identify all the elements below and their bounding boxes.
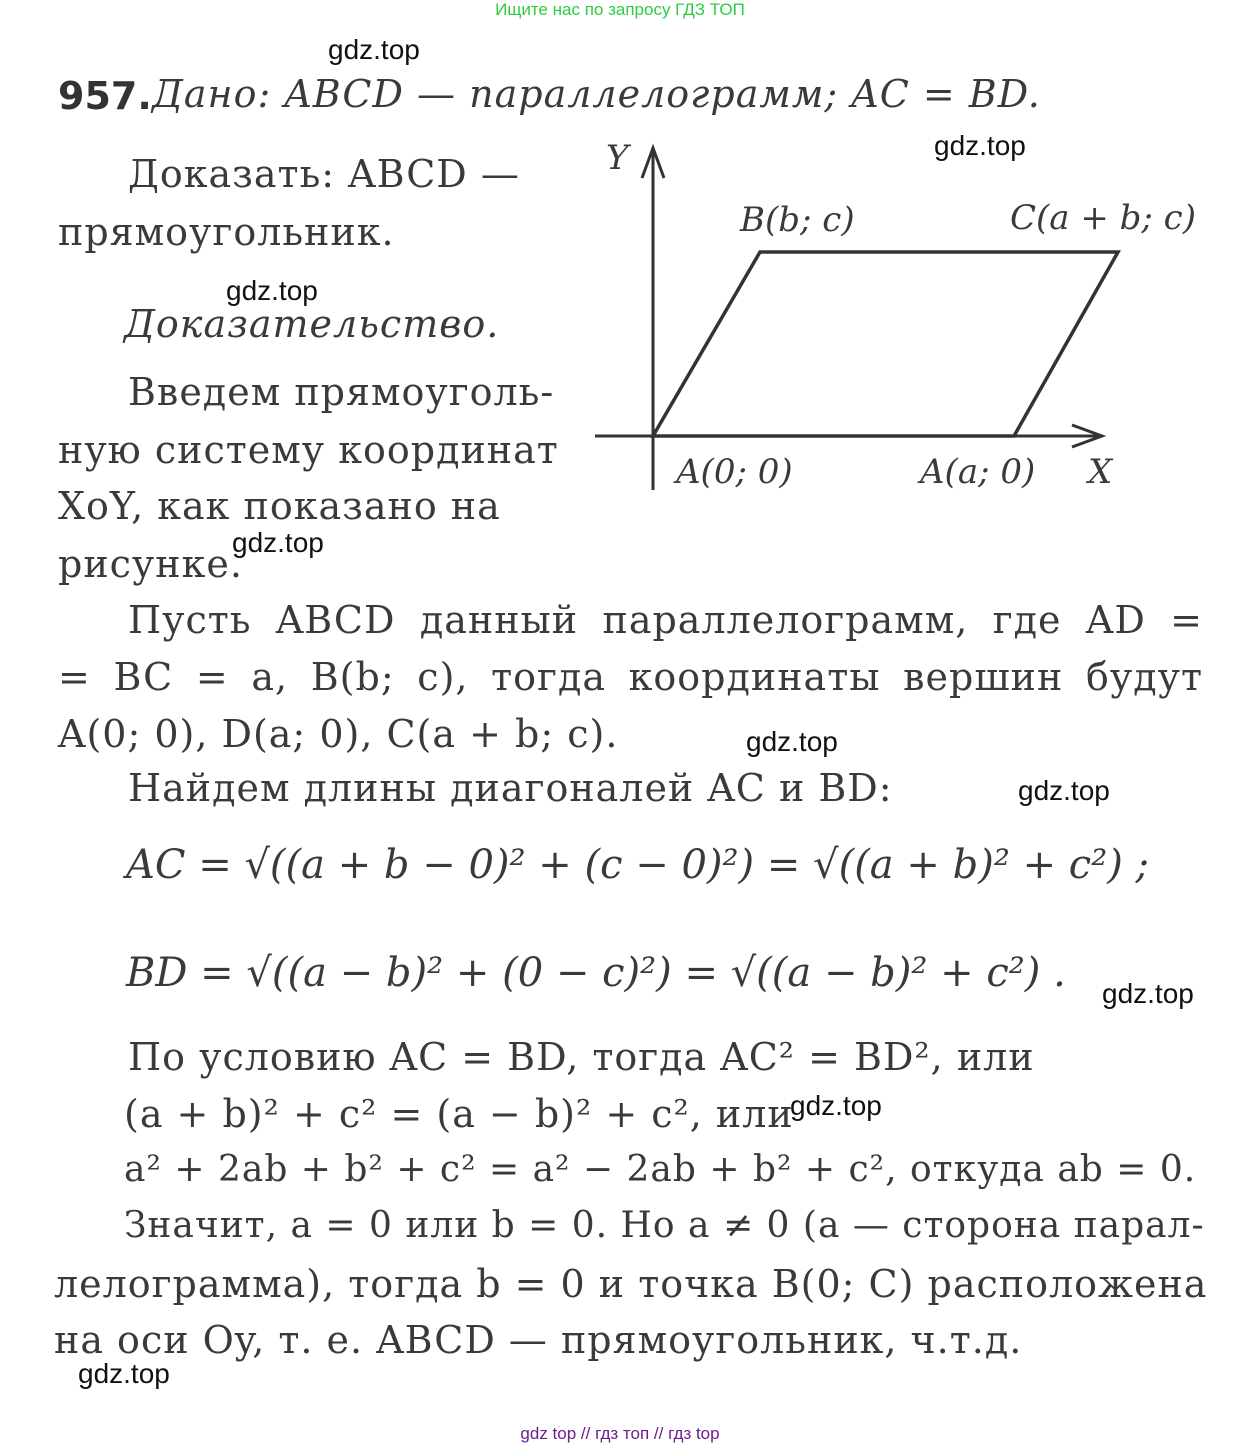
formula-ac: AC = √((a + b − 0)² + (c − 0)²) = √((a + b)² + c²) ; (126, 842, 1150, 888)
intro-line-4: рисунке. (58, 542, 243, 586)
watermark: gdz.top (78, 1358, 170, 1389)
vertex-a-label: A(0; 0) (676, 452, 793, 492)
intro-line-2: ную систему координат (58, 428, 559, 472)
vertex-b-label: B(b; c) (740, 200, 855, 240)
paragraph-2: Найдем длины диагоналей AC и BD: (128, 766, 893, 810)
vertex-c-label: C(a + b; c) (1010, 198, 1196, 238)
prove-line-1: Доказать: ABCD — (128, 152, 520, 196)
watermark: gdz.top (328, 34, 420, 65)
intro-line-3: XoY, как показано на (58, 484, 501, 528)
watermark: gdz.top (232, 527, 324, 558)
coordinate-figure (560, 130, 1220, 510)
paragraph-1-line-3: A(0; 0), D(a; 0), C(a + b; c). (58, 712, 619, 756)
problem-number: 957. (58, 74, 152, 118)
formula-bd: BD = √((a − b)² + (0 − c)²) = √((a − b)² + c²) . (126, 950, 1066, 996)
y-axis-label: Y (606, 138, 629, 178)
x-axis-label: X (1088, 452, 1113, 492)
watermark: gdz.top (746, 726, 838, 757)
paragraph-1-line-1: Пусть ABCD данный параллелограмм, где AD = (128, 598, 1203, 642)
intro-line-1: Введем прямоуголь- (128, 370, 555, 414)
watermark: gdz.top (1102, 978, 1194, 1009)
watermark: gdz.top (934, 130, 1026, 161)
paragraph-3-line-1: По условию AC = BD, тогда AC² = BD², или (128, 1035, 1035, 1079)
parallelogram (653, 252, 1118, 436)
vertex-d-label: A(a; 0) (920, 452, 1036, 492)
paragraph-4-line-2: лелограмма), тогда b = 0 и точка B(0; C) расположена (54, 1262, 1208, 1306)
paragraph-3-line-3: a² + 2ab + b² + c² = a² − 2ab + b² + c², откуда ab = 0. (124, 1149, 1197, 1190)
prove-line-2: прямоугольник. (58, 210, 395, 254)
paragraph-4-line-1: Значит, a = 0 или b = 0. Но a ≠ 0 (a — сторона парал- (124, 1205, 1205, 1246)
watermark: gdz.top (790, 1090, 882, 1121)
paragraph-1-line-2: = BC = a, B(b; c), тогда координаты вершин будут (58, 655, 1203, 699)
proof-heading: Доказательство. (124, 302, 500, 346)
top-banner: Ищите нас по запросу ГДЗ ТОП (495, 0, 745, 19)
watermark: gdz.top (1018, 775, 1110, 806)
paragraph-3-line-2: (a + b)² + c² = (a − b)² + c², или (124, 1092, 794, 1136)
paragraph-4-line-3: на оси Oy, т. е. ABCD — прямоугольник, ч.т.д. (54, 1318, 1023, 1362)
footer-links: gdz top // гдз топ // гдз top (520, 1424, 720, 1443)
watermark: gdz.top (226, 275, 318, 306)
given-statement: Дано: ABCD — параллелограмм; AC = BD. (152, 72, 1041, 116)
